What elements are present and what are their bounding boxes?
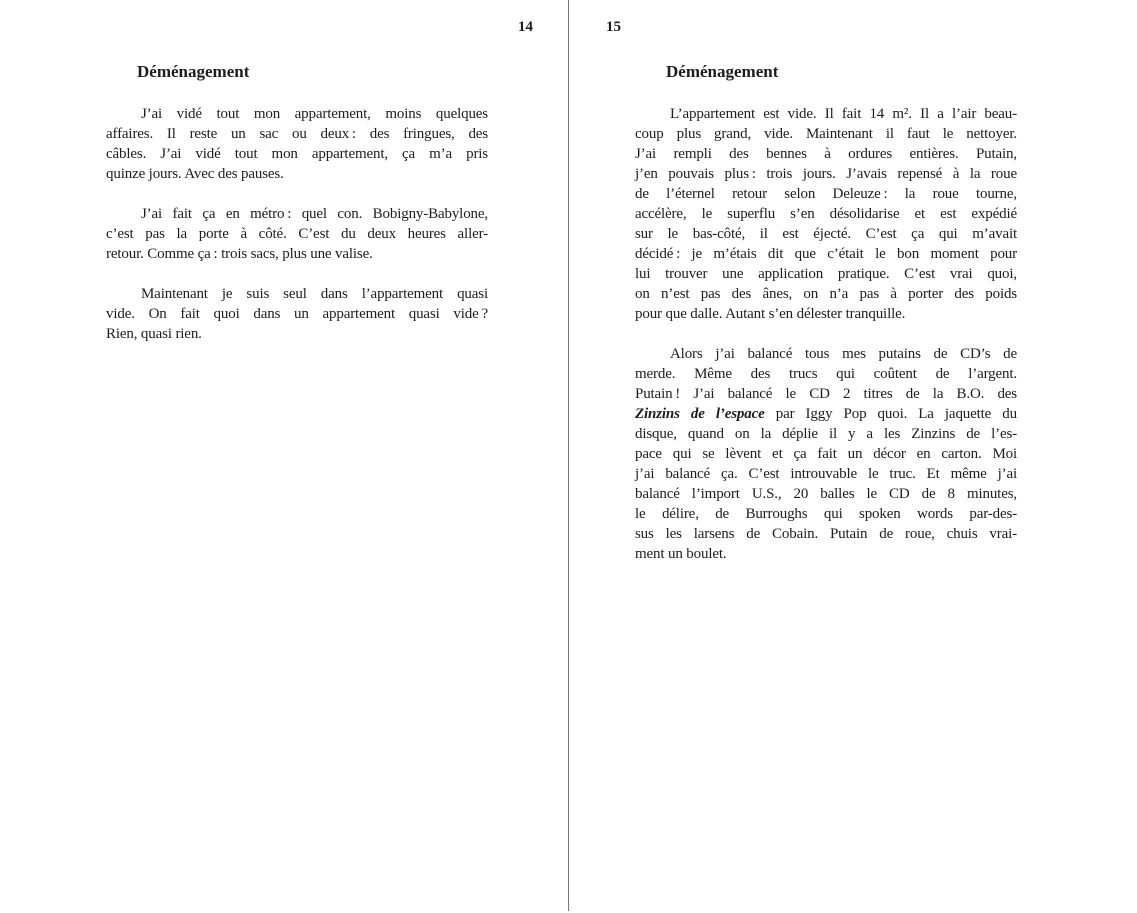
text-line: c’est pas la porte à côté. C’est du deux heures aller- [106, 226, 488, 242]
page-number-right: 15 [606, 19, 621, 35]
text-line: câbles. J’ai vidé tout mon appartement, ça m’a pris [106, 146, 488, 162]
chapter-heading-right: Déménagement [666, 62, 779, 81]
text-line: L’appartement est vide. Il fait 14 m². Il a l’air beau- [670, 106, 1017, 122]
text-line: coup plus grand, vide. Maintenant il faut le nettoyer. [635, 126, 1017, 142]
text-line: j’ai balancé ça. C’est introuvable le truc. Et même j’ai [635, 466, 1017, 482]
page-body-left [106, 104, 488, 344]
text-line: le délire, de Burroughs qui spoken words par-des- [635, 506, 1017, 522]
text-line: décidé : je m’étais dit que c’était le bon moment pour [635, 246, 1017, 262]
text-line: disque, quand on la déplie il y a les Zinzins de l’es- [635, 426, 1017, 442]
text-line: quinze jours. Avec des pauses. [106, 166, 284, 182]
text-line: accélère, le superflu s’en désolidarise et est expédié [635, 206, 1017, 222]
text-line: pace qui se lèvent et ça fait un décor en carton. Moi [635, 446, 1017, 462]
paragraph [106, 204, 488, 264]
text-line: J’ai rempli des bennes à ordures entières. Putain, [635, 146, 1017, 162]
text-line: on n’est pas des ânes, on n’a pas à porter des poids [635, 286, 1017, 302]
text-line: balancé l’import U.S., 20 balles le CD de 8 minutes, [635, 486, 1017, 502]
text-line: retour. Comme ça : trois sacs, plus une valise. [106, 246, 373, 262]
text-line: de l’éternel retour selon Deleuze : la roue tourne, [635, 186, 1017, 202]
text-line: affaires. Il reste un sac ou deux : des fringues, des [106, 126, 488, 142]
text-line: vide. On fait quoi dans un appartement quasi vide ? [106, 306, 488, 322]
paragraph [106, 104, 488, 184]
paragraph [106, 284, 488, 344]
text-line: lui trouver une application pratique. C’est vrai quoi, [635, 266, 1017, 282]
text-line: sus les larsens de Cobain. Putain de roue, chuis vrai- [635, 526, 1017, 542]
paragraph [635, 344, 1017, 564]
page-divider [568, 0, 569, 911]
page-body-right [635, 104, 1017, 564]
chapter-heading-left: Déménagement [137, 62, 250, 81]
text-line: J’ai fait ça en métro : quel con. Bobigny-Babylone, [141, 206, 488, 222]
text-line: sur le bas-côté, il est éjecté. C’est ça qui m’avait [635, 226, 1017, 242]
text-line: Maintenant je suis seul dans l’appartement quasi [141, 286, 488, 302]
text-line: ment un boulet. [635, 546, 727, 562]
page-left [106, 62, 488, 344]
text-line: merde. Même des trucs qui coûtent de l’argent. [635, 366, 1017, 382]
page-number-left: 14 [518, 19, 533, 35]
text-line: Rien, quasi rien. [106, 326, 202, 342]
text-line: j’en pouvais plus : trois jours. J’avais repensé à la roue [635, 166, 1017, 182]
text-line: Putain ! J’ai balancé le CD 2 titres de la B.O. des [635, 386, 1017, 402]
text-line: Alors j’ai balancé tous mes putains de CD’s de [670, 346, 1017, 362]
text-line: pour que dalle. Autant s’en délester tranquille. [635, 306, 906, 322]
text-line: Zinzins de l’espace par Iggy Pop quoi. La jaquette du [635, 406, 1017, 422]
text-line: J’ai vidé tout mon appartement, moins quelques [141, 106, 488, 122]
page-right [635, 62, 1017, 564]
emphasized-title: Zinzins de l’espace [635, 406, 765, 422]
paragraph [635, 104, 1017, 324]
